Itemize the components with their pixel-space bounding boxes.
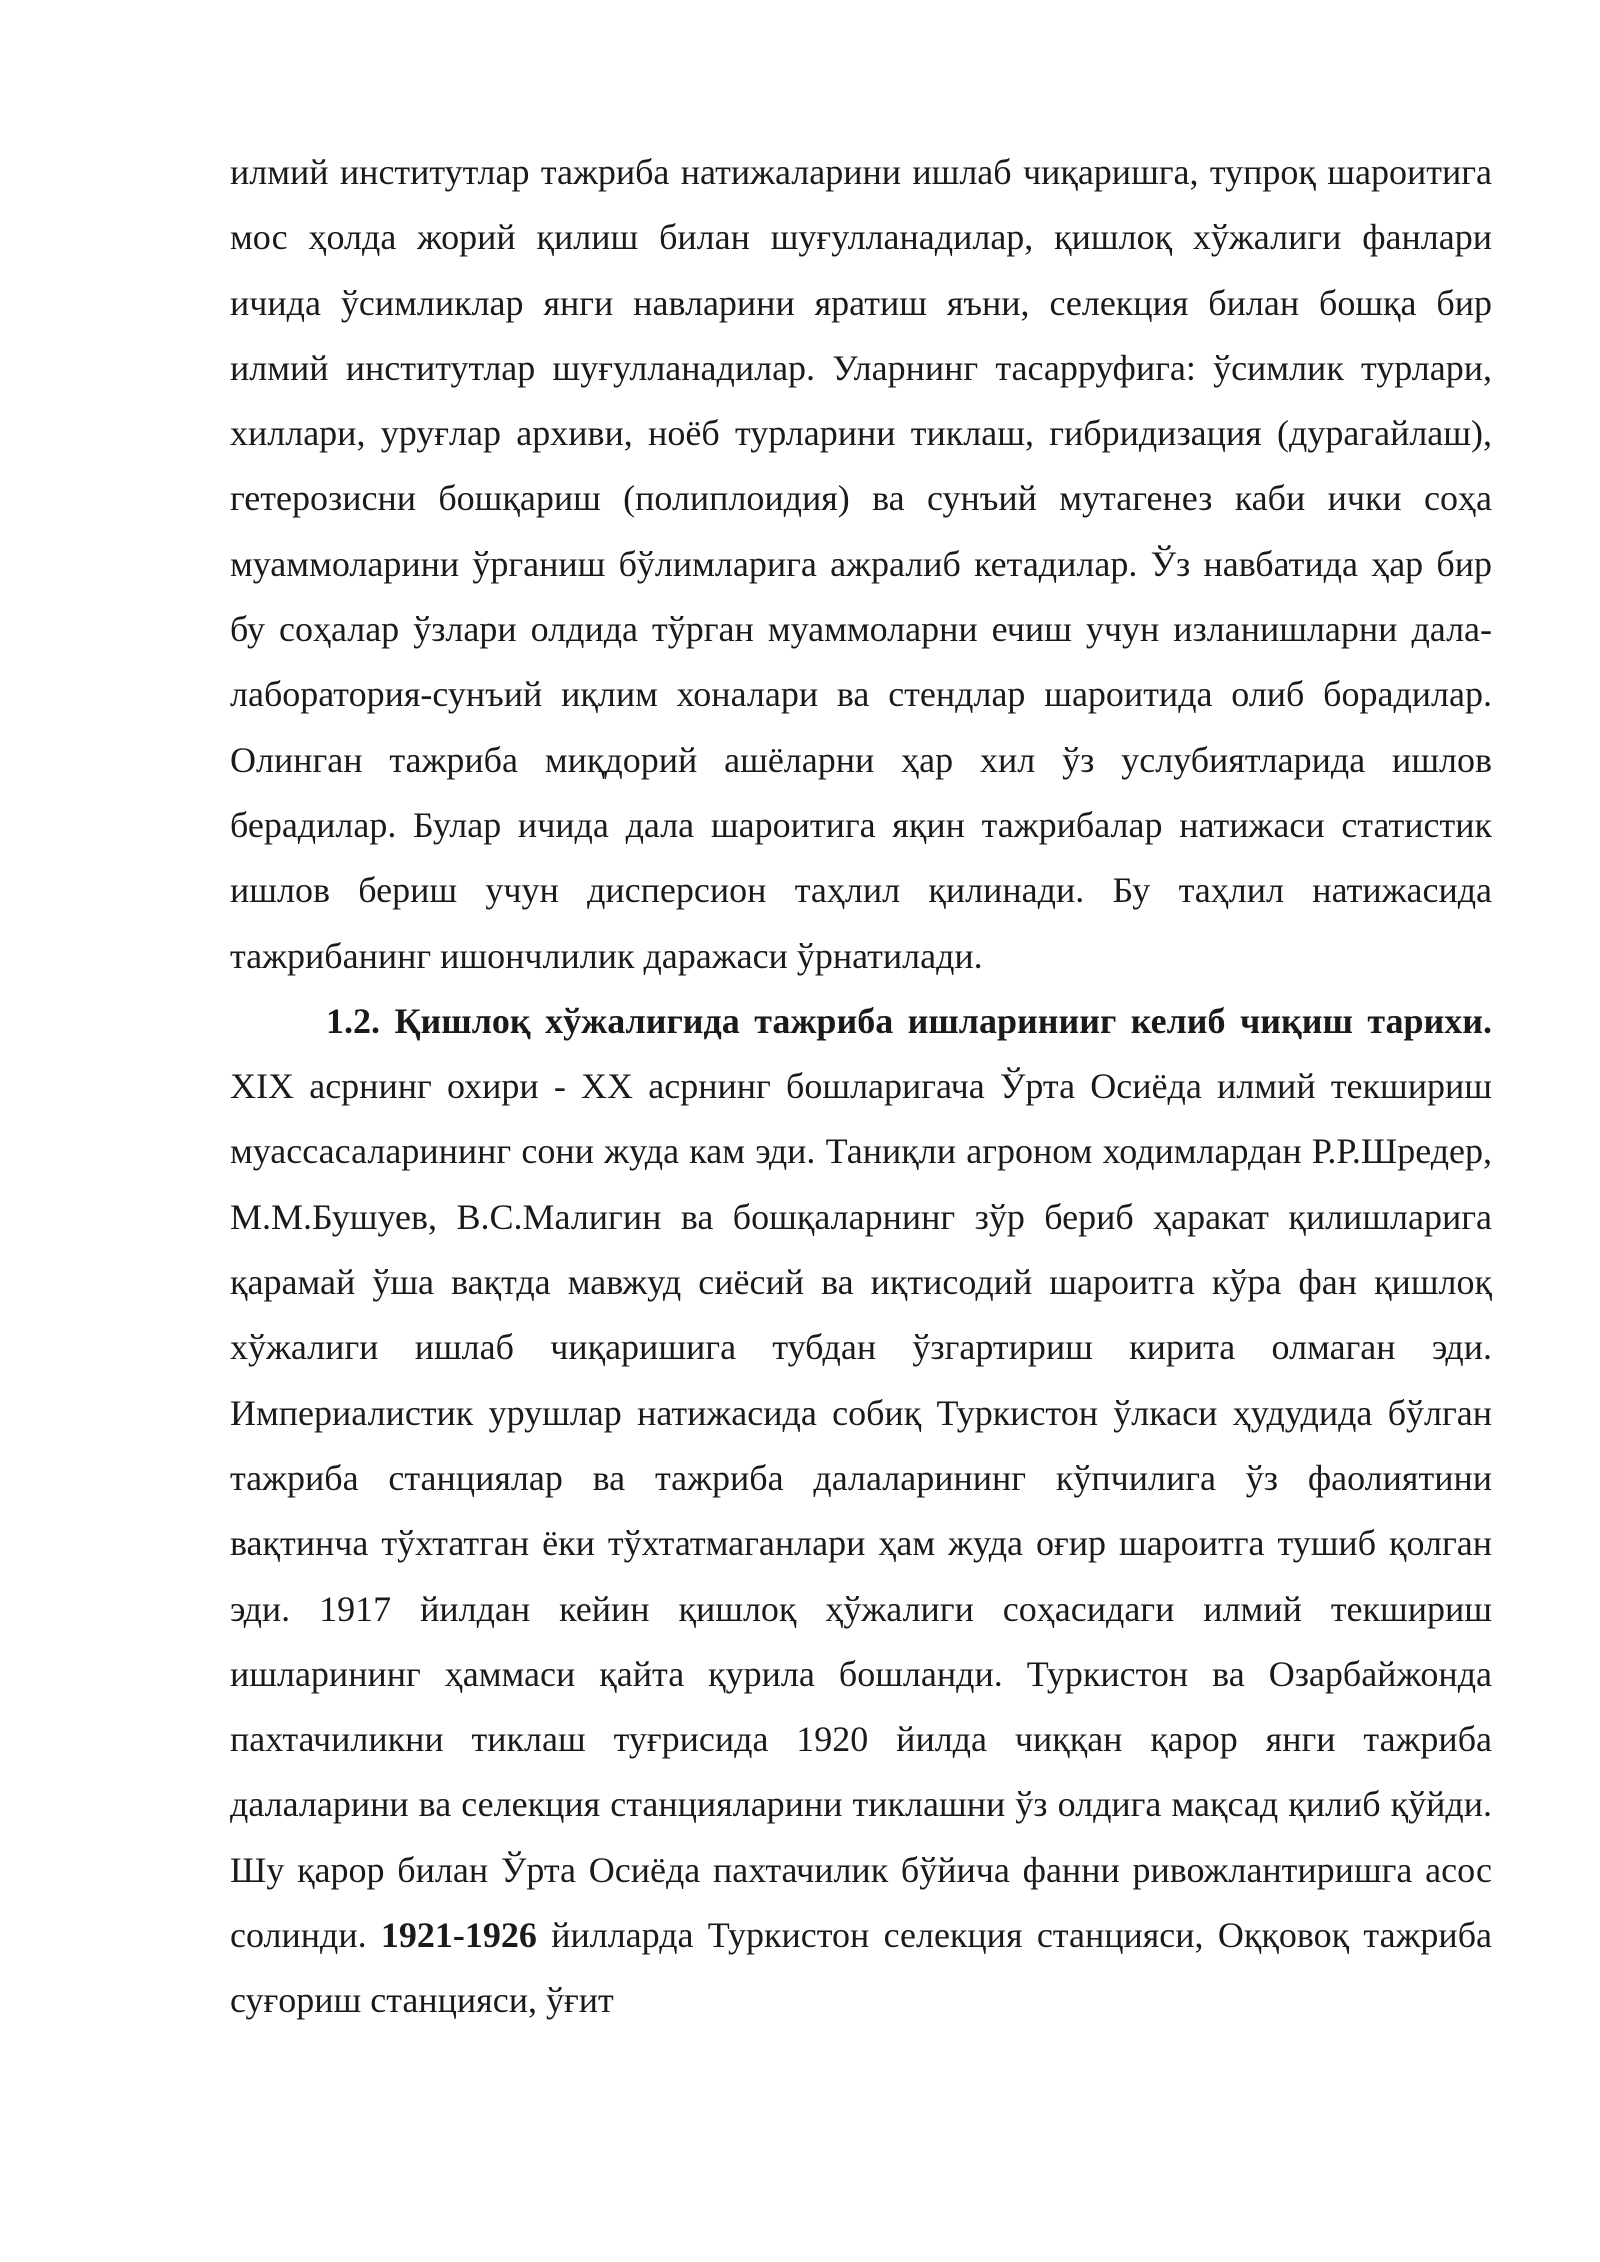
section-paragraph	[230, 989, 1492, 2034]
body-paragraph: илмий институтлар тажриба натижаларини ишлаб чиқаришга, тупроқ шароитига мос ҳолда жорий қилиш билан шуғулланадилар, қишлоқ хўжалиги фанлари ичида ўсимликлар янги навларини яратиш яъни, селекция билан бошқа бир илмий институтлар шуғулланадилар. Уларнинг тасарруфига: ўсимлик турлари, хиллари, уруғлар архиви, ноёб турларини тиклаш, гибридизация (дурагайлаш), гетерозисни бошқариш (полиплоидия) ва сунъий мутагенез каби ички соҳа муаммоларини ўрганиш бўлимларига ажралиб кетадилар. Ўз навбатида ҳар бир бу соҳалар ўзлари олдида тўрган муаммоларни ечиш учун изланишларни дала-лаборатория-сунъий иқлим хоналари ва стендлар шароитида олиб борадилар. Олинган тажриба миқдорий ашёларни ҳар хил ўз услубиятларида ишлов берадилар. Булар ичида дала шароитига яқин тажрибалар натижаси статистик ишлов бериш учун дисперсион таҳлил қилинади. Бу таҳлил натижасида тажрибанинг ишончлилик даражаси ўрнатилади.	[230, 152, 1492, 976]
paragraph-text: XIX асрнинг охири - XX асрнинг бошларигача Ўрта Осиёда илмий текшириш муассасаларининг сони жуда кам эди. Таниқли агроном ходимлардан Р.Р.Шредер, М.М.Бушуев, В.С.Малигин ва бошқаларнинг зўр бериб ҳаракат қилишларига қарамай ўша вақтда мавжуд сиёсий ва иқтисодий шароитга кўра фан қишлоқ хўжалиги ишлаб чиқаришига тубдан ўзгартириш кирита олмаган эди. Империалистик урушлар натижасида собиқ Туркистон ўлкаси ҳудудида бўлган тажриба станциялар ва тажриба далаларининг кўпчилига ўз фаолиятини вақтинча тўхтатган ёки тўхтатмаганлари ҳам жуда оғир шароитга тушиб қолган эди. 1917 йилдан кейин қишлоқ ҳўжалиги соҳасидаги илмий текшириш ишларининг ҳаммаси қайта қурила бошланди. Туркистон ва Озарбайжонда пахтачиликни тиклаш туғрисида 1920 йилда чиққан қарор янги тажриба далаларини ва селекция станцияларини тиклашни ўз олдига мақсад қилиб қўйди. Шу қарор билан Ўрта Осиёда пахтачилик бўйича фанни ривожлантиришга асос солинди.	[230, 1066, 1492, 1956]
bold-years: 1921-1926	[380, 1915, 537, 1956]
section-heading: 1.2. Қишлоқ хўжалигида тажриба ишларинииг келиб чиқиш тарихи.	[326, 1000, 1492, 1041]
document-page	[230, 140, 1492, 2034]
paragraph-text-continued: йилларда Туркистон селекция станцияси, Оққовоқ тажриба суғориш станцияси, ўғит	[230, 1915, 1492, 2021]
